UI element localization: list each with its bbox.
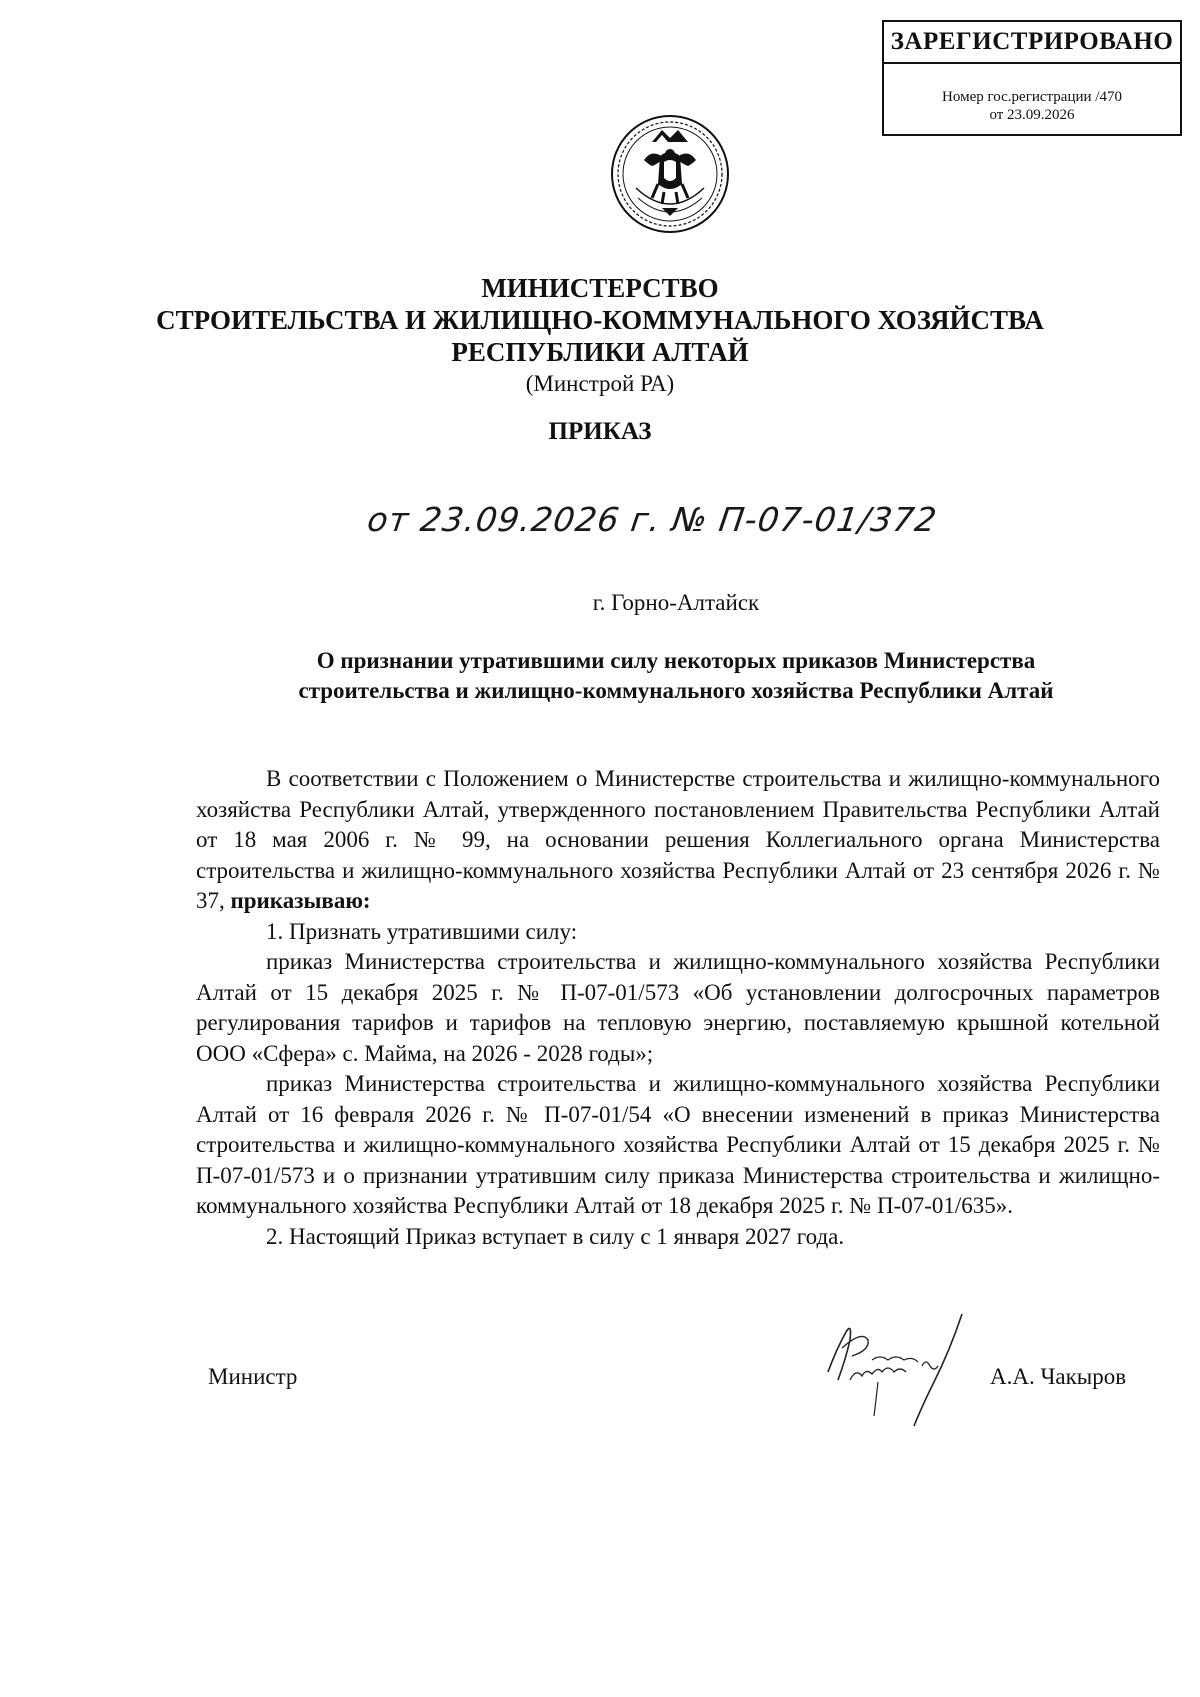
registration-stamp (882, 20, 1182, 136)
document-city: г. Горно-Алтайск (592, 590, 760, 615)
subject-line1: О признании утратившими силу некоторых приказов Министерства (316, 648, 1036, 673)
signer-position: Министр (208, 1364, 298, 1389)
body-item-1: 1. Признать утратившими силу: (266, 918, 578, 944)
republic-altai-emblem-icon (608, 112, 732, 236)
registration-date: от 23.09.2026 (989, 107, 1075, 123)
document-body (196, 764, 1160, 1252)
preamble-bold: приказываю: (230, 888, 371, 913)
body-item-1-sub-1: приказ Министерства строительства и жилищно-коммунального хозяйства Республики Алтай от 15 декабря 2025 г. № П-07-01/573 «Об установлении долгосрочных параметров регулирования тарифов и тарифов на тепловую энергию, поставляемую крышной котельной ООО «Сфера» с. Майма, на 2026 - 2028 годы»; (196, 949, 1160, 1066)
handwritten-signature-icon (822, 1310, 972, 1430)
ministry-title-line1: МИНИСТЕРСТВО (481, 273, 719, 303)
document-subject (186, 646, 1166, 706)
handwritten-date-number: от 23.09.2026 г. № П-07-01/372 (365, 500, 940, 539)
body-paragraph-preamble (196, 764, 1160, 917)
ministry-title-line2: СТРОИТЕЛЬСТВА И ЖИЛИЩНО-КОММУНАЛЬНОГО ХОЗЯЙСТВА (156, 305, 1044, 335)
signer-name: А.А. Чакыров (990, 1364, 1127, 1389)
preamble-text: В соответствии с Положением о Министерстве строительства и жилищно-коммунального хозяйства Республики Алтай, утвержденного постановлением Правительства Республики Алтай от 18 мая 2006 г. № 99, на основании решения Коллегиального органа Министерства строительства и жилищно-коммунального хозяйства Республики Алтай от 23 сентября 2026 г. № 37, (196, 766, 1160, 913)
ministry-short-name: (Минстрой РА) (525, 371, 675, 396)
ministry-title-line3: РЕСПУБЛИКИ АЛТАЙ (451, 337, 749, 367)
body-item-2: 2. Настоящий Приказ вступает в силу с 1 января 2027 года. (266, 1223, 845, 1249)
ministry-header (0, 272, 1200, 398)
registration-number: Номер гос.регистрации /470 (942, 89, 1122, 105)
document-type: ПРИКАЗ (548, 418, 652, 445)
registration-stamp-title: ЗАРЕГИСТРИРОВАНО (884, 22, 1180, 64)
subject-line2: строительства и жилищно-коммунального хозяйства Республики Алтай (298, 678, 1054, 703)
body-item-1-sub-2: приказ Министерства строительства и жилищно-коммунального хозяйства Республики Алтай от 16 февраля 2026 г. № П-07-01/54 «О внесении изменений в приказ Министерства строительства и жилищно-коммунального хозяйства Республики Алтай от 15 декабря 2025 г. № П-07-01/573 и о признании утратившим силу приказа Министерства строительства и жилищно-коммунального хозяйства Республики Алтай от 18 декабря 2025 г. № П-07-01/635». (196, 1071, 1160, 1218)
